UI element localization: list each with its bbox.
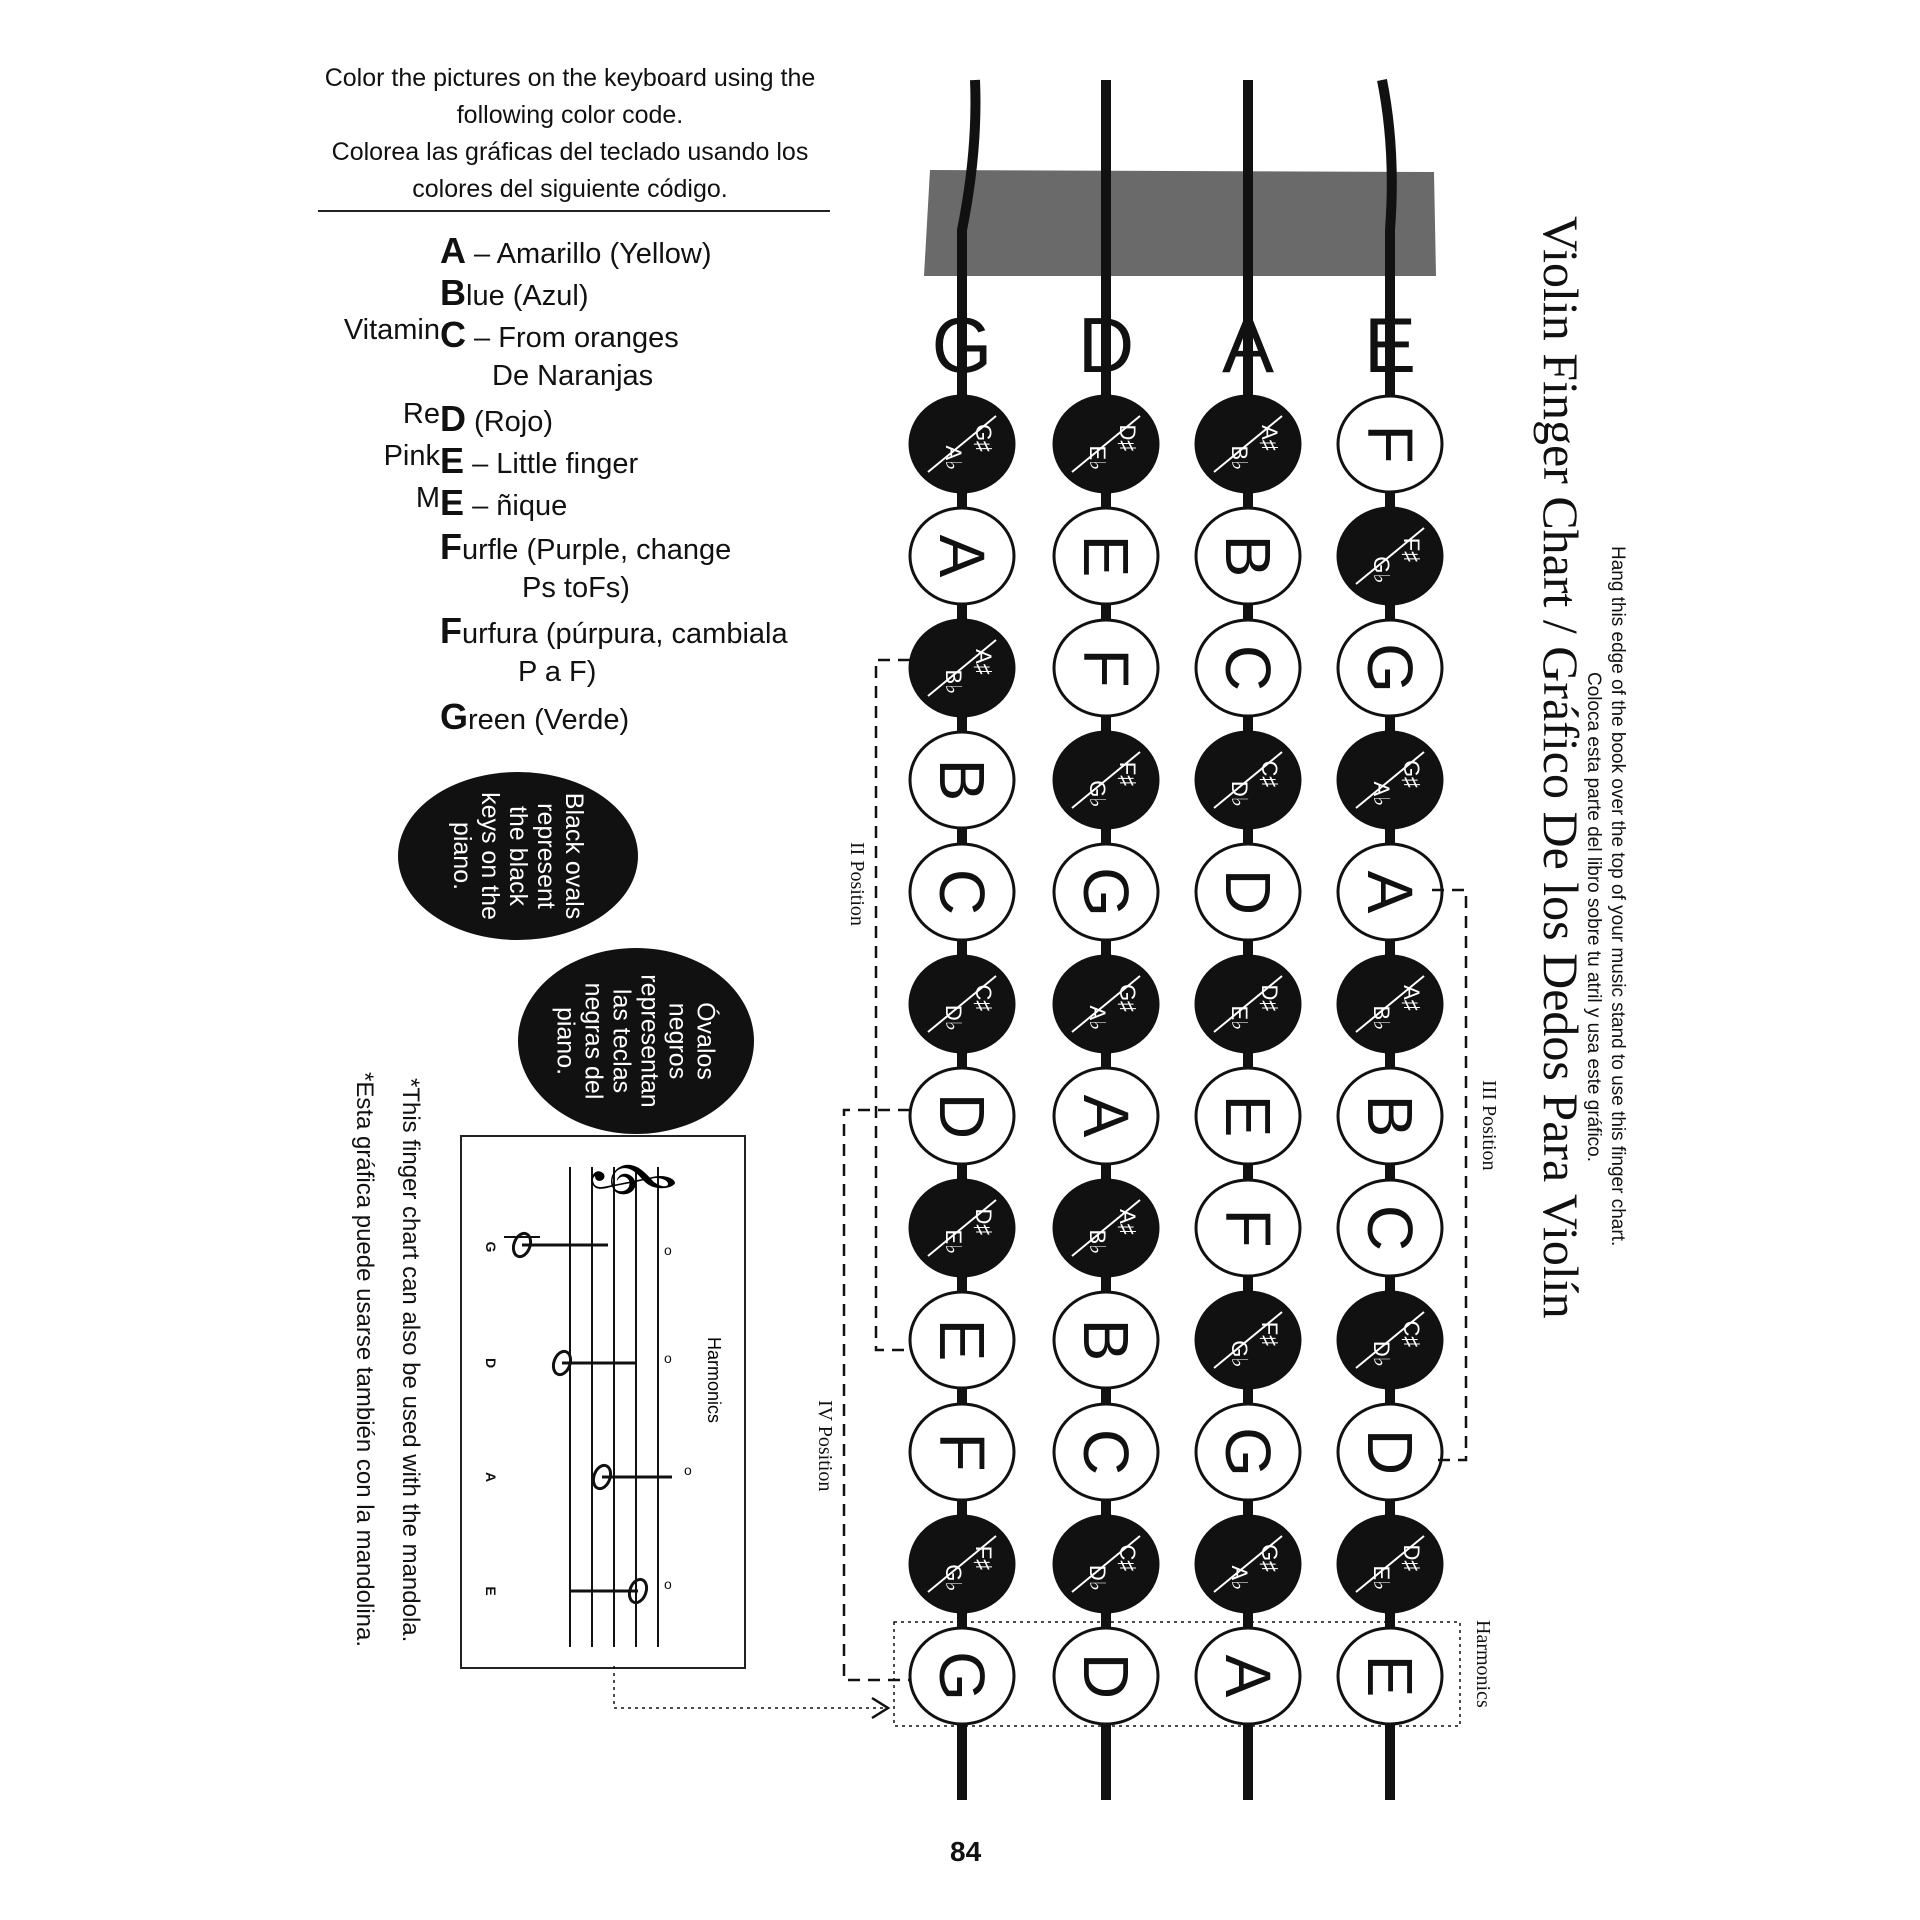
natural-note-oval: [1196, 508, 1300, 604]
note-label: B: [1212, 534, 1284, 578]
natural-note-oval: [1338, 1068, 1442, 1164]
natural-note-oval: [910, 1068, 1014, 1164]
iii-position-label: III Position: [1478, 1080, 1500, 1171]
note-label: F: [926, 1432, 998, 1472]
natural-note-oval: [1196, 1180, 1300, 1276]
accidental-note-oval: [1196, 956, 1300, 1052]
note-label: D: [926, 1092, 998, 1140]
note-label: G: [1070, 867, 1142, 917]
sharp-label: C♯: [1257, 760, 1282, 788]
accidental-note-oval: [1338, 732, 1442, 828]
flat-label: E♭: [941, 1229, 966, 1255]
legend-row: Pink E – Little finger: [383, 440, 639, 481]
note-label: C: [1212, 644, 1284, 692]
sharp-label: C♯: [1115, 1544, 1140, 1572]
accidental-note-oval: [910, 396, 1014, 492]
natural-note-oval: [910, 1628, 1014, 1724]
natural-note-oval: [1054, 1292, 1158, 1388]
note-label: G: [1212, 1427, 1284, 1477]
natural-note-oval: [910, 1404, 1014, 1500]
sharp-label: D♯: [1399, 1544, 1424, 1572]
note-label: E: [1212, 1094, 1284, 1138]
instruction-en: Hang this edge of the book over the top of your music stand to use this finger chart.: [1607, 546, 1628, 1247]
sharp-label: D♯: [971, 1208, 996, 1236]
note-label: D: [1354, 1428, 1426, 1476]
sharp-label: F♯: [971, 1545, 996, 1571]
flat-label: A♭: [1227, 1565, 1252, 1591]
natural-note-oval: [1054, 620, 1158, 716]
instruction-es: Coloca esta parte del libro sobre tu atril y usa este gráfico.: [1583, 672, 1604, 1163]
note-label: E: [926, 1318, 998, 1362]
intro-line: following color code.: [456, 101, 684, 129]
legend-row: Vitamin C – From oranges: [343, 314, 679, 355]
intro-line: Colorea las gráficas del teclado usando los: [331, 138, 809, 166]
sharp-label: G♯: [971, 423, 996, 453]
note-label: B: [1354, 1094, 1426, 1138]
sharp-label: F♯: [1115, 761, 1140, 787]
accidental-note-oval: [1338, 1292, 1442, 1388]
sharp-label: F♯: [1257, 1321, 1282, 1347]
sharp-label: C♯: [1399, 1320, 1424, 1348]
accidental-note-oval: [1054, 1516, 1158, 1612]
legend-row: De Naranjas: [492, 360, 654, 392]
iv-position-label: IV Position: [814, 1400, 836, 1492]
note-label: D: [1212, 868, 1284, 916]
legend-row: P a F): [518, 656, 597, 688]
flat-label: A♭: [941, 445, 966, 471]
flat-label: A♭: [1369, 781, 1394, 807]
accidental-note-oval: [1196, 732, 1300, 828]
accidental-note-oval: [1054, 1180, 1158, 1276]
harmonic-note-label: A: [483, 1471, 499, 1483]
sharp-label: G♯: [1115, 983, 1140, 1013]
chart-title: Violin Finger Chart / Gráfico De los Dedos Para Violín: [1533, 216, 1589, 1319]
accidental-note-oval: [1054, 956, 1158, 1052]
harmonic-note-label: E: [483, 1586, 499, 1596]
note-label: A: [1212, 1654, 1284, 1698]
natural-note-oval: [910, 732, 1014, 828]
svg-text:o: o: [664, 1242, 672, 1258]
natural-note-oval: [1054, 1404, 1158, 1500]
sharp-label: A♯: [971, 649, 996, 675]
flat-label: D♭: [1227, 780, 1252, 808]
legend-row: A – Amarillo (Yellow): [440, 230, 712, 271]
legend-row: Blue (Azul): [440, 272, 589, 313]
note-label: B: [926, 758, 998, 802]
page-number: 84: [950, 1836, 982, 1867]
footnote-en: *This finger chart can also be used with the mandola.: [397, 1078, 424, 1643]
flat-label: G♭: [1085, 780, 1110, 808]
string-name-label: A: [1221, 301, 1275, 389]
sharp-label: G♯: [1399, 759, 1424, 789]
natural-note-oval: [1338, 844, 1442, 940]
note-label: F: [1070, 648, 1142, 688]
string-name-label: G: [931, 301, 993, 389]
note-label: A: [926, 534, 998, 578]
legend-row: Furfura (púrpura, cambiala: [440, 610, 788, 651]
natural-note-oval: [1054, 508, 1158, 604]
accidental-note-oval: [1196, 396, 1300, 492]
harmonic-note-label: G: [483, 1241, 499, 1253]
legend-row: M E – ñique: [415, 482, 568, 523]
sharp-label: F♯: [1399, 537, 1424, 563]
natural-note-oval: [1196, 1628, 1300, 1724]
natural-note-oval: [1338, 1628, 1442, 1724]
svg-text:o: o: [684, 1462, 692, 1478]
accidental-note-oval: [910, 620, 1014, 716]
accidental-note-oval: [910, 956, 1014, 1052]
accidental-note-oval: [1196, 1292, 1300, 1388]
accidental-note-oval: [1196, 1516, 1300, 1612]
violin-nut: [924, 170, 1436, 276]
flat-label: E♭: [1227, 1005, 1252, 1031]
flat-label: G♭: [941, 1564, 966, 1592]
intro-line: colores del siguiente código.: [412, 175, 728, 203]
note-label: G: [1354, 643, 1426, 693]
note-label: E: [1354, 1654, 1426, 1698]
natural-note-oval: [1196, 1068, 1300, 1164]
legend-row: Green (Verde): [440, 696, 630, 737]
note-label: F: [1212, 1208, 1284, 1248]
accidental-note-oval: [910, 1180, 1014, 1276]
sharp-label: D♯: [1115, 424, 1140, 452]
accidental-note-oval: [1338, 508, 1442, 604]
accidental-note-oval: [1054, 396, 1158, 492]
harmonics-box-title: Harmonics: [704, 1337, 724, 1424]
note-label: F: [1354, 424, 1426, 464]
natural-note-oval: [1196, 1404, 1300, 1500]
harmonics-row-label: Harmonics: [1472, 1620, 1494, 1708]
note-label: D: [1070, 1652, 1142, 1700]
flat-label: B♭: [1369, 1005, 1394, 1031]
accidental-note-oval: [1054, 732, 1158, 828]
natural-note-oval: [1196, 620, 1300, 716]
flat-label: A♭: [1085, 1005, 1110, 1031]
natural-note-oval: [1054, 844, 1158, 940]
natural-note-oval: [1054, 1628, 1158, 1724]
natural-note-oval: [1338, 1404, 1442, 1500]
legend-row: Re D (Rojo): [402, 398, 554, 439]
intro-line: Color the pictures on the keyboard using the: [324, 64, 816, 92]
note-label: C: [1070, 1428, 1142, 1476]
natural-note-oval: [910, 508, 1014, 604]
natural-note-oval: [1196, 844, 1300, 940]
svg-text:o: o: [664, 1350, 672, 1366]
footnote-es: *Esta gráfica puede usarse también con la mandolina.: [351, 1072, 378, 1648]
legend-row: Furfle (Purple, change: [440, 526, 732, 567]
black-ovals-text-en: Black ovals represent the black keys on the piano.: [447, 792, 588, 920]
legend-row: Ps toFs): [522, 572, 630, 604]
string-name-label: D: [1077, 301, 1135, 389]
natural-note-oval: [1338, 396, 1442, 492]
note-label: C: [1354, 1204, 1426, 1252]
flat-label: G♭: [1227, 1340, 1252, 1368]
natural-note-oval: [1054, 1068, 1158, 1164]
sharp-label: A♯: [1115, 1209, 1140, 1235]
black-ovals-text-es: Óvalos negros representan las teclas negras del piano.: [552, 974, 720, 1108]
note-label: B: [1070, 1318, 1142, 1362]
sharp-label: D♯: [1257, 984, 1282, 1012]
flat-label: G♭: [1369, 556, 1394, 584]
natural-note-oval: [910, 844, 1014, 940]
natural-note-oval: [910, 1292, 1014, 1388]
note-label: E: [1070, 534, 1142, 578]
accidental-note-oval: [910, 1516, 1014, 1612]
sharp-label: A♯: [1257, 425, 1282, 451]
ii-position-label: II Position: [846, 842, 868, 926]
natural-note-oval: [1338, 620, 1442, 716]
flat-label: D♭: [1085, 1564, 1110, 1592]
harmonic-note-label: D: [483, 1357, 499, 1369]
svg-text:𝄞: 𝄞: [597, 1156, 675, 1198]
flat-label: E♭: [1085, 445, 1110, 471]
flat-label: D♭: [941, 1004, 966, 1032]
flat-label: B♭: [1085, 1229, 1110, 1255]
flat-label: E♭: [1369, 1565, 1394, 1591]
note-label: A: [1070, 1094, 1142, 1138]
note-label: A: [1354, 870, 1426, 914]
note-label: G: [926, 1651, 998, 1701]
flat-label: B♭: [941, 669, 966, 695]
svg-text:o: o: [664, 1576, 672, 1592]
accidental-note-oval: [1338, 1516, 1442, 1612]
flat-label: D♭: [1369, 1340, 1394, 1368]
sharp-label: C♯: [971, 984, 996, 1012]
sharp-label: G♯: [1257, 1543, 1282, 1573]
flat-label: B♭: [1227, 445, 1252, 471]
string-name-label: E: [1363, 301, 1417, 389]
sharp-label: A♯: [1399, 985, 1424, 1011]
note-label: C: [926, 868, 998, 916]
natural-note-oval: [1338, 1180, 1442, 1276]
accidental-note-oval: [1338, 956, 1442, 1052]
